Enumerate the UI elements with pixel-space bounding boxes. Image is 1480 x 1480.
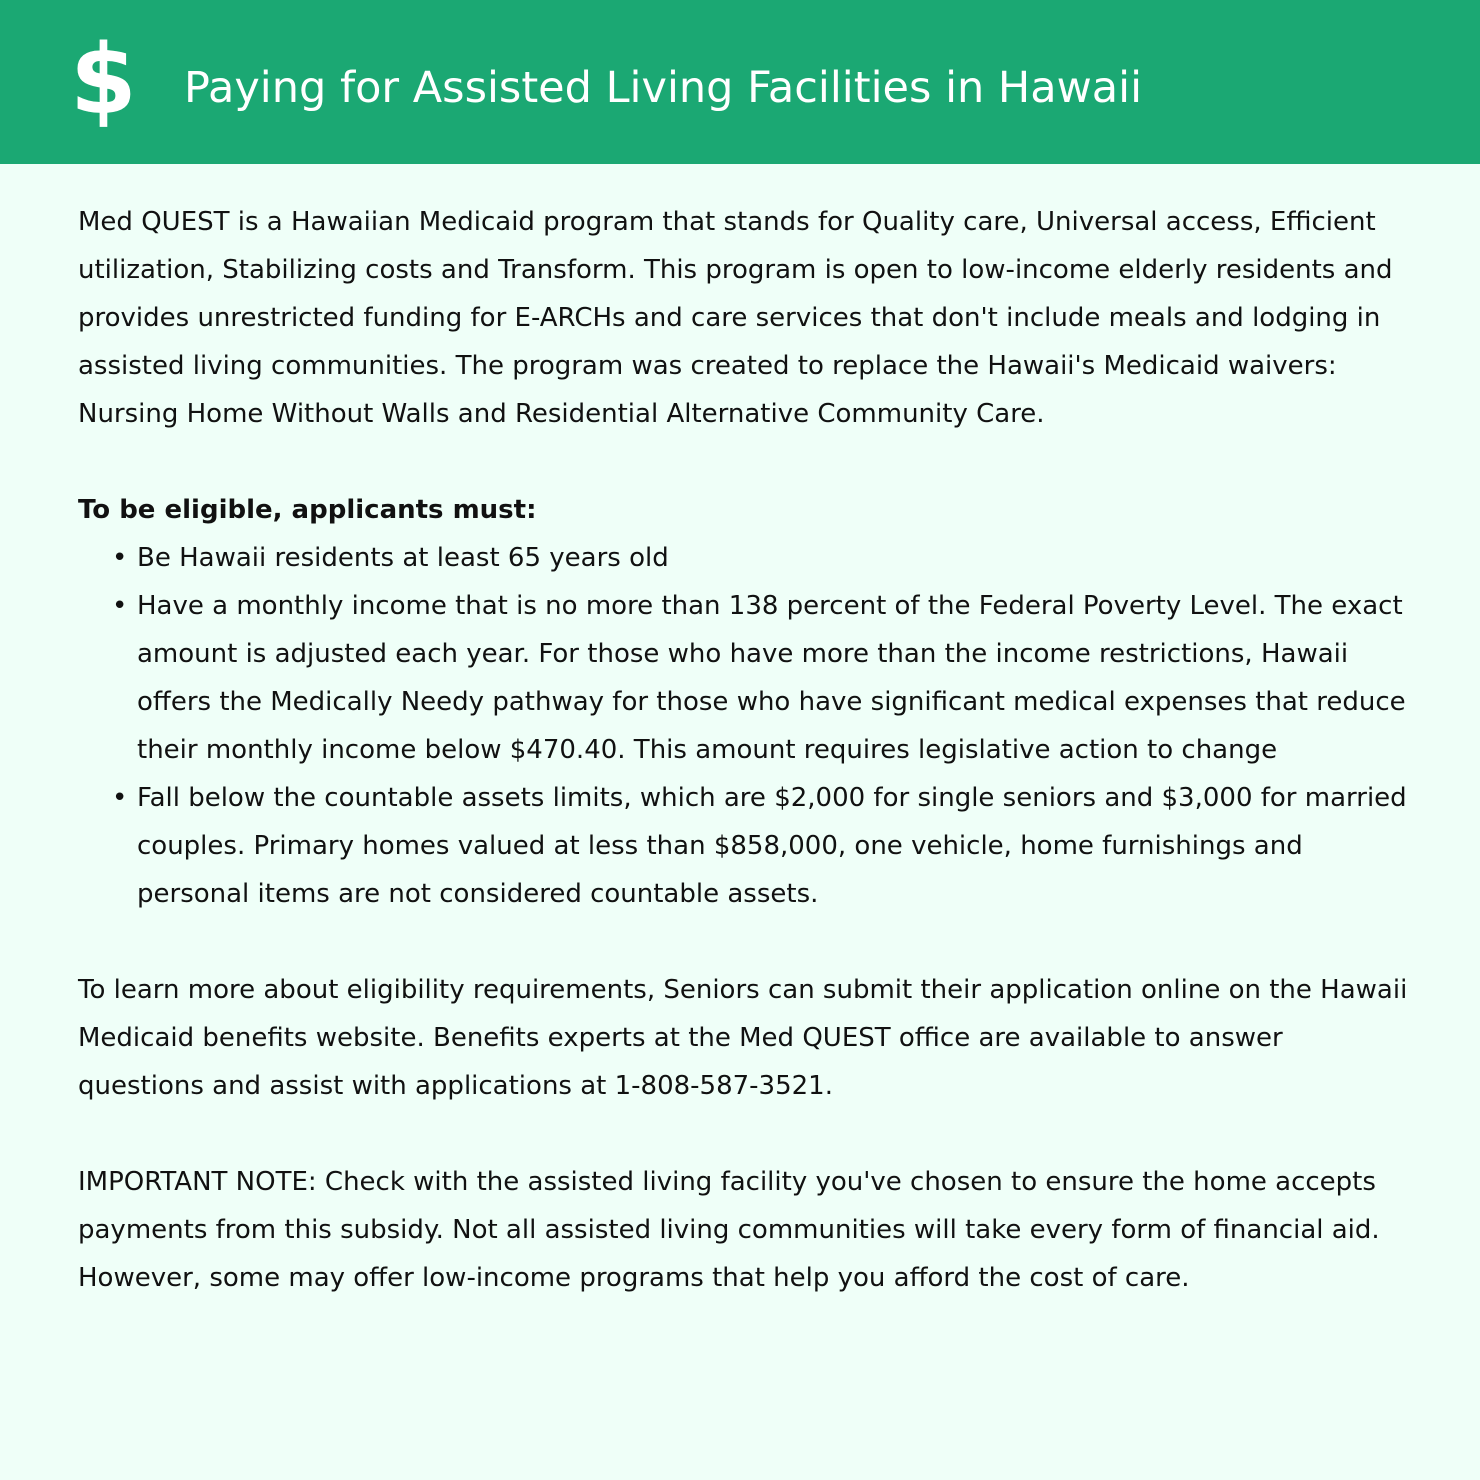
eligibility-section [78,486,1413,918]
eligibility-item-income [78,582,1413,774]
bullet-icon: • [112,783,128,813]
dollar-icon: $ [70,24,137,136]
page-title: Paying for Assisted Living Facilities in Hawaii [184,63,1143,113]
eligibility-list [78,534,1413,918]
learn-more-paragraph: To learn more about eligibility requirements, Seniors can submit their application online on the Hawaii Medicaid benefits website. Benefits experts at the Med QUEST office are available to answer questions and assist with applications at 1-808-587-3521. [78,975,1408,1101]
important-note-paragraph: IMPORTANT NOTE: Check with the assisted living facility you've chosen to ensure the home accepts payments from this subsidy. Not all assisted living communities will take every form of financial aid. However, some may offer low-income programs that help you afford the cost of care. [78,1167,1380,1293]
eligibility-heading: To be eligible, applicants must: [78,495,537,525]
eligibility-item-assets [78,774,1413,918]
eligibility-item-age [78,534,1413,582]
intro-paragraph: Med QUEST is a Hawaiian Medicaid program that stands for Quality care, Universal access, Efficient utilization, Stabilizing costs and Transform. This program is open to low-income elderly residents and provides unrestricted funding for E-ARCHs and care services that don't include meals and lodging in assisted living communities. The program was created to replace the Hawaii's Medicaid waivers: Nursing Home Without Walls and Residential Alternative Community Care. [78,207,1393,429]
bullet-icon: • [112,591,128,621]
eligibility-item-text: Be Hawaii residents at least 65 years old [137,543,669,573]
article-body [78,198,1413,1302]
eligibility-item-text: Fall below the countable assets limits, which are $2,000 for single seniors and $3,000 for married couples. Primary homes valued at less than $858,000, one vehicle, home furnishings and personal items are not considered countable assets. [137,783,1407,909]
header-banner [0,0,1480,164]
eligibility-item-text: Have a monthly income that is no more than 138 percent of the Federal Poverty Level. The exact amount is adjusted each year. For those who have more than the income restrictions, Hawaii offers the Medically Needy pathway for those who have significant medical expenses that reduce their monthly income below $470.40. This amount requires legislative action to change [137,591,1406,765]
bullet-icon: • [112,543,128,573]
